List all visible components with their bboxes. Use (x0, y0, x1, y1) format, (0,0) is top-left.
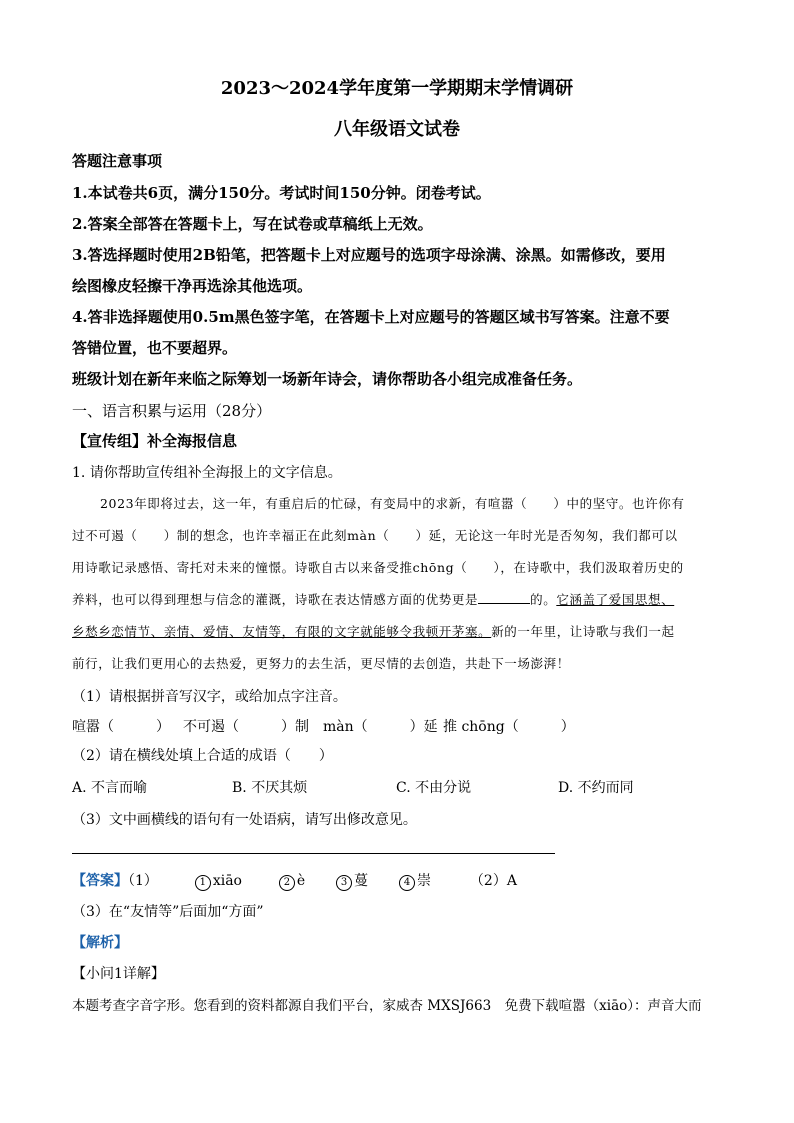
analysis-text: 本题考查字音字形。您看到的资料都源自我们平台，家威杏 MXSJ663 免费下载喧嚣（xiāo）：声音大而 (72, 998, 702, 1014)
sub-question-3: （3）文中画横线的语句有一处语病，请写出修改意见。 (72, 812, 417, 828)
notice-heading: 答题注意事项 (72, 152, 163, 170)
page-title: 2023～2024学年度第一学期期末学情调研 (220, 78, 574, 99)
notice-item-2: 2.答案全部答在答题卡上，写在试卷或草稿纸上无效。 (72, 215, 433, 233)
passage-text: 养料，也可以得到理想与信念的灌溉，诗歌在表达情感方面的优势更是 (72, 592, 479, 607)
answer-part-2: （2）A (469, 873, 517, 889)
fill-item-2: 不可遏（ ）制 (183, 719, 309, 735)
answer-line (72, 853, 555, 854)
option-a: A. 不言而喻 (72, 780, 148, 796)
passage-line-3: 用诗歌记录感悟、寄托对未来的憧憬。诗歌自古以来备受推chōng（ ），在诗歌中，我们汲取着历史的 (72, 560, 684, 575)
answer-row (72, 870, 517, 891)
notice-item-3-cont: 绘图橡皮轻擦干净再选涂其他选项。 (72, 277, 313, 295)
option-d: D. 不约而同 (558, 780, 634, 796)
notice-item-4-cont: 答错位置，也不要超界。 (72, 339, 238, 357)
circled-number-4: 4 (399, 875, 415, 891)
passage-line-5 (72, 622, 722, 640)
passage-line-2: 过不可遏（ ）制的想念，也许幸福正在此刻màn（ ）延，无论这一年时光是否匆匆，我们都可以 (72, 528, 678, 543)
answer-part-3: （3）在“友情等”后面加“方面” (72, 904, 264, 920)
circled-number-2: 2 (279, 875, 295, 891)
sub-question-1: （1）请根据拼音写汉字，或给加点字注音。 (72, 689, 347, 705)
analysis-sub-heading: 【小问1详解】 (72, 966, 165, 982)
circled-number-1: 1 (195, 875, 211, 891)
notice-item-4: 4.答非选择题使用0.5m黑色签字笔，在答题卡上对应题号的答题区域书写答案。注意不要 (72, 308, 670, 326)
answer-item-4: 崇 (417, 873, 431, 889)
answer-item-2: è (296, 873, 306, 889)
passage-line-6: 前行，让我们更用心的去热爱，更努力的去生活，更尽情的去创造，共赴下一场澎湃！ (72, 656, 570, 671)
fill-item-4: 推 chōng（ ） (443, 719, 575, 735)
fill-item-3: màn（ ）延 (323, 719, 438, 735)
section-heading: 一、语言积累与运用（28分） (72, 402, 272, 420)
fill-item-1: 喧嚣（ ） (72, 719, 170, 735)
passage-line-4 (72, 590, 722, 608)
answer-item-3: 蔓 (354, 873, 369, 889)
idiom-blank (478, 591, 530, 604)
task-intro: 班级计划在新年来临之际筹划一场新年诗会，请你帮助各小组完成准备任务。 (72, 370, 583, 388)
passage-text: 新的一年里，让诗歌与我们一起 (491, 624, 675, 639)
option-b: B. 不厌其烦 (232, 780, 308, 796)
sub-question-2: （2）请在横线处填上合适的成语（ ） (72, 748, 333, 764)
answer-part-1: （1） (128, 873, 158, 889)
underlined-sentence: 它涵盖了爱国思想、 (556, 592, 675, 607)
passage-text: 的。 (530, 592, 557, 607)
notice-item-3: 3.答选择题时使用2B铅笔，把答题卡上对应题号的选项字母涂满、涂黑。如需修改，要用 (72, 246, 666, 264)
page-subtitle: 八年级语文试卷 (334, 119, 460, 140)
circled-number-3: 3 (336, 875, 352, 891)
option-c: C. 不由分说 (396, 780, 472, 796)
answer-label: 【答案】 (72, 873, 128, 889)
notice-item-1: 1.本试卷共6页，满分150分。考试时间150分钟。闭卷考试。 (72, 184, 491, 202)
group-heading: 【宣传组】补全海报信息 (72, 432, 238, 450)
underlined-sentence: 乡愁乡恋情节、亲情、爱情、友情等，有限的文字就能够令我顿开茅塞。 (72, 624, 492, 639)
passage-line-1: 2023年即将过去，这一年，有重启后的忙碌，有变局中的求新，有喧嚣（ ）中的坚守。也许你有 (100, 496, 685, 511)
answer-item-1: xiāo (212, 873, 242, 889)
question-1: 1. 请你帮助宣传组补全海报上的文字信息。 (72, 465, 342, 481)
analysis-label: 【解析】 (72, 935, 128, 951)
